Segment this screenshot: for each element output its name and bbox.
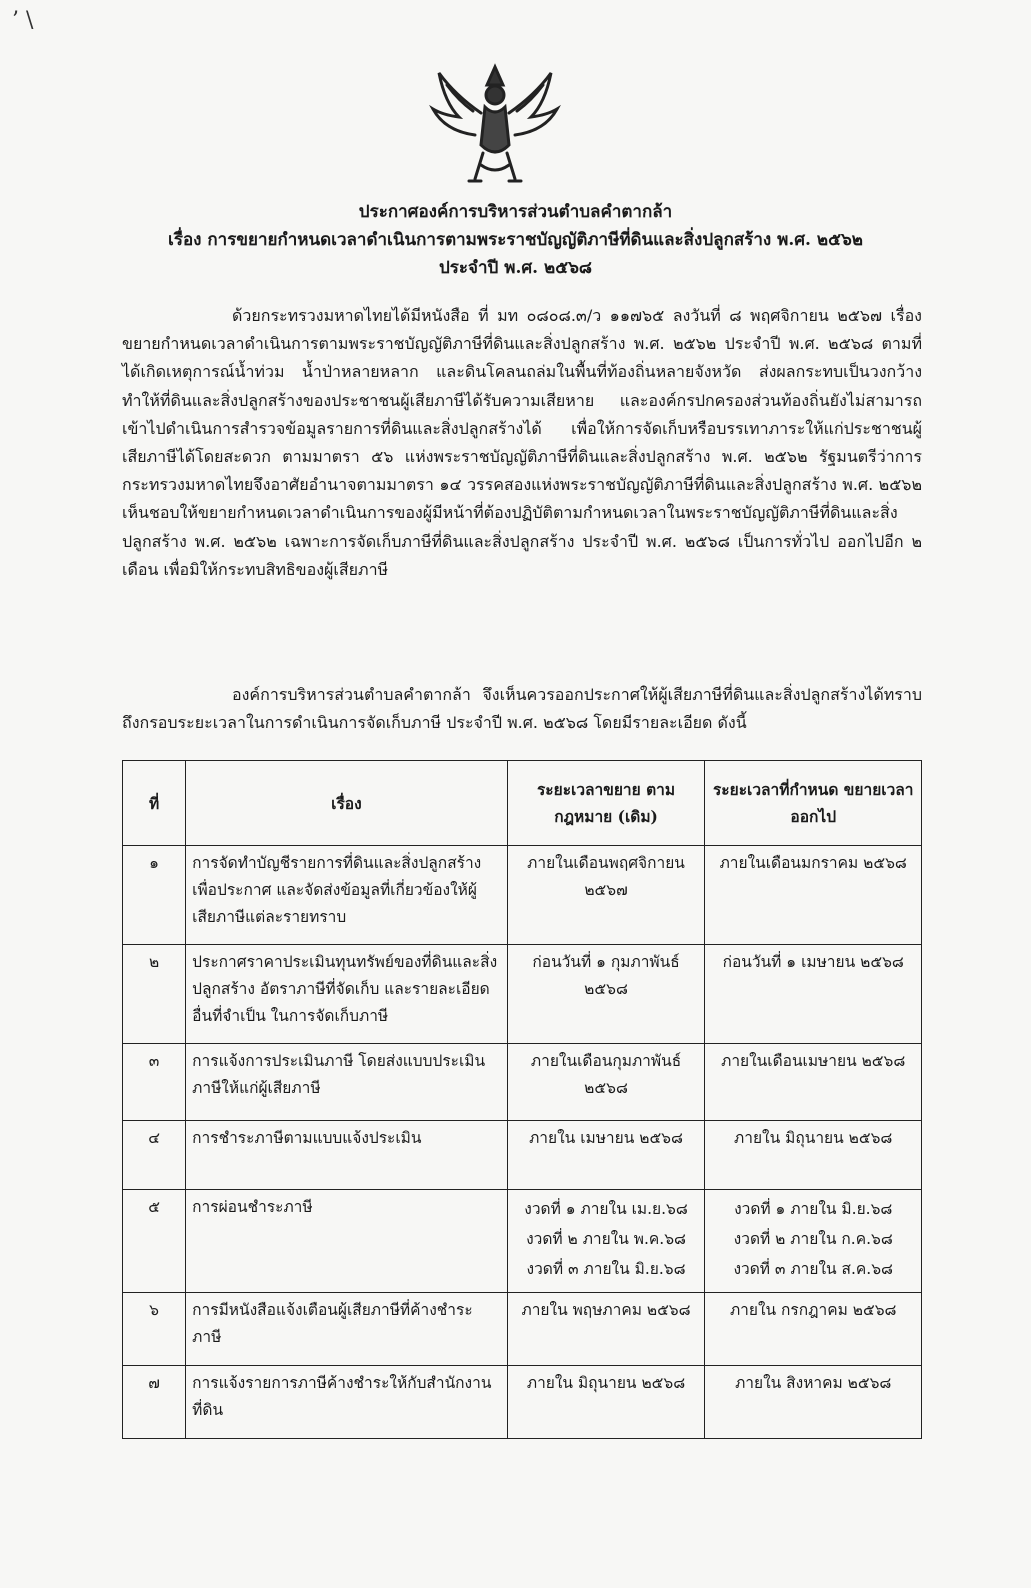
body-paragraph-2: องค์การบริหารส่วนตำบลคำตากล้า จึงเห็นควรออกประกาศให้ผู้เสียภาษีที่ดินและสิ่งปลูกสร้างได้ทราบถึงกรอบระยะเวลาในการดำเนินการจัดเก็บภาษี ประจำปี พ.ศ. ๒๕๖๘ โดยมีรายละเอียด ดังนี้ (122, 685, 922, 733)
announcement-header (0, 198, 1031, 282)
schedule-table (122, 760, 922, 1439)
cell-old-period: ภายใน มิถุนายน ๒๕๖๘ (507, 1366, 705, 1439)
cell-subject: การจัดทำบัญชีรายการที่ดินและสิ่งปลูกสร้างเพื่อประกาศ และจัดส่งข้อมูลที่เกี่ยวข้องให้ผู้เสียภาษีแต่ละรายทราบ (186, 846, 507, 945)
cell-new-period: ภายใน สิงหาคม ๒๕๖๘ (705, 1366, 922, 1439)
installment-line: งวดที่ ๑ ภายใน มิ.ย.๖๘ (734, 1200, 893, 1218)
installment-line: งวดที่ ๓ ภายใน มิ.ย.๖๘ (526, 1260, 686, 1278)
cell-old-period: ภายใน พฤษภาคม ๒๕๖๘ (507, 1293, 705, 1366)
installment-line: งวดที่ ๓ ภายใน ส.ค.๖๘ (733, 1260, 894, 1278)
cell-new-period: ภายใน มิถุนายน ๒๕๖๘ (705, 1121, 922, 1190)
cell-no: ๓ (123, 1044, 186, 1121)
header-new-period: ระยะเวลาที่กำหนด ขยายเวลาออกไป (705, 761, 922, 846)
cell-no: ๗ (123, 1366, 186, 1439)
cell-subject: การแจ้งรายการภาษีค้างชำระให้กับสำนักงานที่ดิน (186, 1366, 507, 1439)
cell-new-period: ภายในเดือนเมษายน ๒๕๖๘ (705, 1044, 922, 1121)
cell-old-period: ภายในเดือนกุมภาพันธ์ ๒๕๖๘ (507, 1044, 705, 1121)
cell-no: ๒ (123, 945, 186, 1044)
installment-line: งวดที่ ๒ ภายใน ก.ค.๖๘ (733, 1230, 893, 1248)
cell-no: ๕ (123, 1190, 186, 1293)
cell-subject: การผ่อนชำระภาษี (186, 1190, 507, 1293)
cell-new-period (705, 1190, 922, 1293)
installment-line: งวดที่ ๒ ภายใน พ.ค.๖๘ (526, 1230, 687, 1248)
table-header-row (123, 761, 922, 846)
cell-old-period: ก่อนวันที่ ๑ กุมภาพันธ์ ๒๕๖๘ (507, 945, 705, 1044)
cell-old-period: ภายใน เมษายน ๒๕๖๘ (507, 1121, 705, 1190)
garuda-emblem-icon (425, 55, 565, 190)
table-row (123, 1044, 922, 1121)
table-row (123, 1190, 922, 1293)
cell-old-period: ภายในเดือนพฤศจิกายน ๒๕๖๗ (507, 846, 705, 945)
org-title: ประกาศองค์การบริหารส่วนตำบลคำตากล้า (358, 202, 673, 222)
header-old-period: ระยะเวลาขยาย ตามกฎหมาย (เดิม) (507, 761, 705, 846)
cell-no: ๑ (123, 846, 186, 945)
table-row (123, 945, 922, 1044)
cell-subject: การชำระภาษีตามแบบแจ้งประเมิน (186, 1121, 507, 1190)
cell-no: ๖ (123, 1293, 186, 1366)
header-no: ที่ (123, 761, 186, 846)
cell-subject: ประกาศราคาประเมินทุนทรัพย์ของที่ดินและสิ่งปลูกสร้าง อัตราภาษีที่จัดเก็บ และรายละเอียดอื่นที่จำเป็น ในการจัดเก็บภาษี (186, 945, 507, 1044)
cell-no: ๔ (123, 1121, 186, 1190)
cell-old-period (507, 1190, 705, 1293)
header-subject: เรื่อง (186, 761, 507, 846)
cell-new-period: ก่อนวันที่ ๑ เมษายน ๒๕๖๘ (705, 945, 922, 1044)
table-row (123, 1366, 922, 1439)
installment-line: งวดที่ ๑ ภายใน เม.ย.๖๘ (524, 1200, 688, 1218)
cell-new-period: ภายในเดือนมกราคม ๒๕๖๘ (705, 846, 922, 945)
table-row (123, 1121, 922, 1190)
cell-subject: การแจ้งการประเมินภาษี โดยส่งแบบประเมินภาษีให้แก่ผู้เสียภาษี (186, 1044, 507, 1121)
year-line: ประจำปี พ.ศ. ๒๕๖๘ (439, 258, 592, 278)
table-row (123, 846, 922, 945)
scan-marks: ’ \ (12, 8, 34, 33)
table-row (123, 1293, 922, 1366)
cell-subject: การมีหนังสือแจ้งเตือนผู้เสียภาษีที่ค้างชำระภาษี (186, 1293, 507, 1366)
cell-new-period: ภายใน กรกฎาคม ๒๕๖๘ (705, 1293, 922, 1366)
body-paragraph-1: ด้วยกระทรวงมหาดไทยได้มีหนังสือ ที่ มท ๐๘๐๘.๓/ว ๑๑๗๖๕ ลงวันที่ ๘ พฤศจิกายน ๒๕๖๗ เรื่องขยายกำหนดเวลาดำเนินการตามพระราชบัญญัติภาษีที่ดินและสิ่งปลูกสร้าง พ.ศ. ๒๕๖๒ ประจำปี พ.ศ. ๒๕๖๘ ตามที่ ได้เกิดเหตุการณ์น้ำท่วม น้ำป่าหลายหลาก และดินโคลนถล่มในพื้นที่ท้องถิ่นหลายจังหวัด ส่งผลกระทบเป็นวงกว้างทำให้ที่ดินและสิ่งปลูกสร้างของประชาชนผู้เสียภาษีได้รับความเสียหาย และองค์กรปกครองส่วนท้องถิ่นยังไม่สามารถเข้าไปดำเนินการสำรวจข้อมูลรายการที่ดินและสิ่งปลูกสร้างได้ เพื่อให้การจัดเก็บหรือบรรเทาภาระให้แก่ประชาชนผู้เสียภาษีได้โดยสะดวก ตามมาตรา ๕๖ แห่งพระราชบัญญัติภาษีที่ดินและสิ่งปลูกสร้าง พ.ศ. ๒๕๖๒ รัฐมนตรีว่าการกระทรวงมหาดไทยจึงอาศัยอำนาจตามมาตรา ๑๔ วรรคสองแห่งพระราชบัญญัติภาษีที่ดินและสิ่งปลูกสร้าง พ.ศ. ๒๕๖๒ เห็นชอบให้ขยายกำหนดเวลาดำเนินการของผู้มีหน้าที่ต้องปฏิบัติตามกำหนดเวลาในพระราชบัญญัติภาษีที่ดินและสิ่งปลูกสร้าง พ.ศ. ๒๕๖๒ เฉพาะการจัดเก็บภาษีที่ดินและสิ่งปลูกสร้าง ประจำปี พ.ศ. ๒๕๖๘ เป็นการทั่วไป ออกไปอีก ๒ เดือน เพื่อมิให้กระทบสิทธิของผู้เสียภาษี (122, 306, 922, 579)
subject-line: เรื่อง การขยายกำหนดเวลาดำเนินการตามพระราชบัญญัติภาษีที่ดินและสิ่งปลูกสร้าง พ.ศ. ๒๕๖๒ (168, 230, 863, 250)
